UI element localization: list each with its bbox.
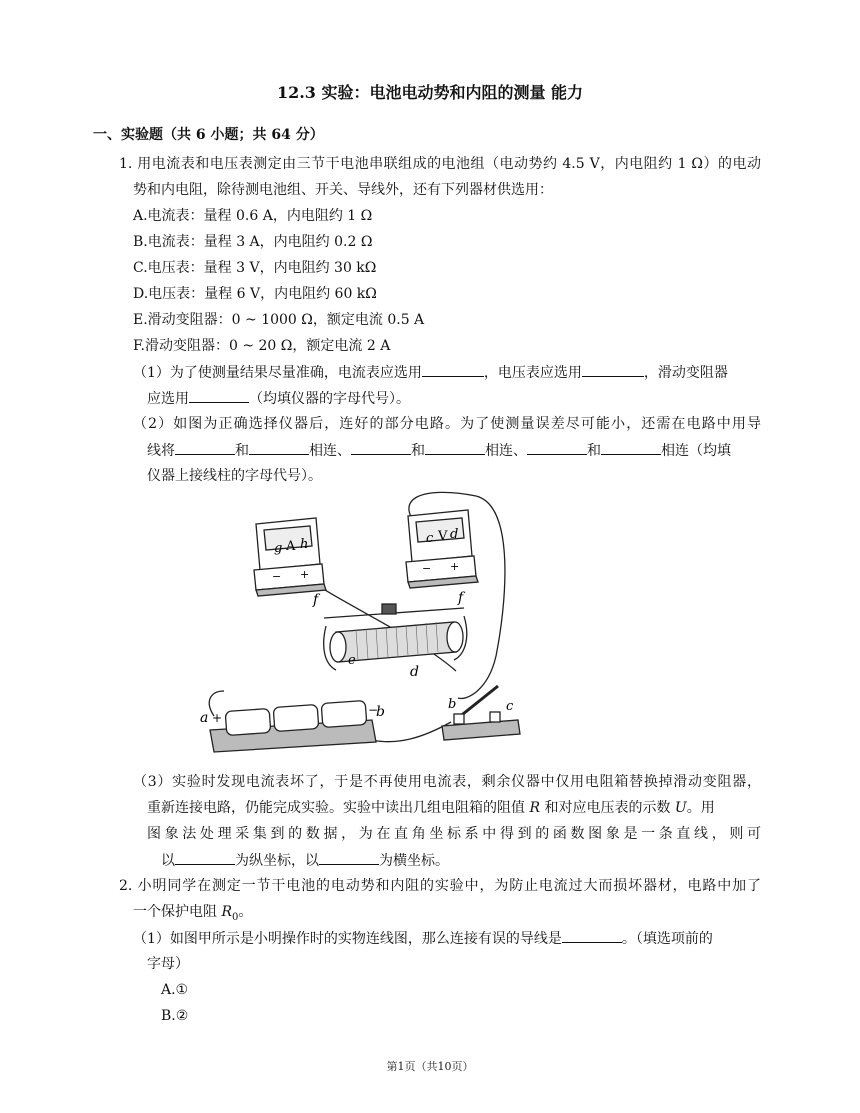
answer-blank-wire3-a[interactable] bbox=[527, 440, 587, 455]
page-footer: 第1页（共10页） bbox=[386, 1060, 474, 1073]
circuit-figure bbox=[196, 486, 536, 756]
q2-stem-line2: 一个保护电阻 $R_0$。 bbox=[133, 904, 253, 923]
answer-blank-voltmeter[interactable] bbox=[582, 362, 644, 377]
terminal-label-c-switch: c bbox=[506, 699, 514, 714]
rheostat bbox=[324, 604, 467, 670]
terminal-label-b-switch: b bbox=[448, 697, 457, 712]
q1-stem-line1: 1. 用电流表和电压表测定由三节干电池串联组成的电池组（电动势约 4.5 V，内电阻约 1 Ω）的电动 bbox=[119, 156, 761, 172]
voltmeter-minus: − bbox=[422, 562, 432, 575]
q1-part1-line2: 应选用 （均填仪器的字母代号）。 bbox=[147, 388, 410, 409]
ammeter-minus: − bbox=[272, 570, 282, 583]
q2-option-a: A.① bbox=[161, 982, 189, 998]
answer-blank-ammeter[interactable] bbox=[422, 362, 484, 377]
q2-option-b: B.② bbox=[161, 1008, 189, 1024]
q1-stem-line2: 势和内电阻，除待测电池组、开关、导线外，还有下列器材供选用： bbox=[133, 182, 553, 198]
battery-plus: + bbox=[212, 711, 223, 725]
q1-part3-line1: （3）实验时发现电流表坏了，于是不再使用电流表，剩余仪器中仅用电阻箱替换掉滑动变阻器， bbox=[133, 774, 761, 790]
q1-part3-line4: 以 为纵坐标，以 为横坐标。 bbox=[161, 850, 449, 871]
terminal-label-a: a bbox=[200, 710, 209, 726]
page-title: 12.3 实验：电池电动势和内阻的测量 能力 bbox=[276, 83, 584, 102]
answer-blank-wire3-b[interactable] bbox=[601, 440, 661, 455]
wire-battery-switch bbox=[364, 722, 451, 742]
q1-part3-line3: 图象法处理采集到的数据，为在直角坐标系中得到的函数图象是一条直线，则可 bbox=[147, 826, 761, 842]
q2-part1-line1: （1）如图甲所示是小明操作时的实物连线图，那么连接有误的导线是 。（填选项前的 bbox=[133, 928, 713, 949]
section-heading: 一、实验题（共 6 小题；共 64 分） bbox=[93, 127, 324, 143]
q1-option-c: C.电压表：量程 3 V，内电阻约 30 kΩ bbox=[133, 260, 377, 276]
answer-blank-wire1-b[interactable] bbox=[249, 440, 309, 455]
q2-part1-line2: 字母） bbox=[147, 956, 189, 972]
answer-blank-x-axis[interactable] bbox=[319, 850, 379, 865]
voltmeter-label: V bbox=[438, 529, 448, 544]
answer-blank-wrong-wire[interactable] bbox=[562, 928, 622, 943]
terminal-label-f-left: f bbox=[313, 592, 319, 608]
q1-option-b: B.电流表：量程 3 A，内电阻约 0.2 Ω bbox=[133, 234, 373, 250]
q1-option-f: F.滑动变阻器：0 ~ 20 Ω，额定电流 2 A bbox=[133, 338, 391, 354]
ammeter-plus: + bbox=[300, 568, 310, 581]
q1-part2-line2: 线将 和 相连、 和 相连、 和 相连（均填 bbox=[147, 440, 731, 461]
ammeter-label: A bbox=[286, 539, 296, 554]
answer-blank-y-axis[interactable] bbox=[175, 850, 235, 865]
answer-blank-rheostat[interactable] bbox=[189, 388, 249, 403]
answer-blank-wire1-a[interactable] bbox=[175, 440, 235, 455]
answer-blank-wire2-a[interactable] bbox=[351, 440, 411, 455]
battery-pack bbox=[210, 700, 379, 752]
q1-part2-line1: （2）如图为正确选择仪器后，连好的部分电路。为了使测量误差尽可能小，还需在电路中用导 bbox=[133, 416, 761, 432]
answer-blank-wire2-b[interactable] bbox=[425, 440, 485, 455]
terminal-label-e: e bbox=[348, 653, 356, 668]
voltmeter bbox=[406, 510, 478, 588]
q1-option-d: D.电压表：量程 6 V，内电阻约 60 kΩ bbox=[133, 286, 377, 302]
terminal-label-b: b bbox=[376, 704, 385, 720]
terminal-label-d: d bbox=[410, 664, 419, 680]
q1-part2-line3: 仪器上接线柱的字母代号）。 bbox=[147, 468, 322, 484]
voltmeter-plus: + bbox=[450, 560, 460, 573]
q2-stem-line1: 2. 小明同学在测定一节干电池的电动势和内阻的实验中，为防止电流过大而损坏器材，电路中加了 bbox=[119, 878, 761, 894]
q1-part1-line1: （1）为了使测量结果尽量准确，电流表应选用 ，电压表应选用 ，滑动变阻器 bbox=[133, 362, 728, 383]
q1-option-a: A.电流表：量程 0.6 A，内电阻约 1 Ω bbox=[133, 208, 373, 224]
terminal-label-d-top: d bbox=[450, 527, 459, 542]
q1-option-e: E.滑动变阻器：0 ~ 1000 Ω，额定电流 0.5 A bbox=[133, 312, 425, 328]
ammeter bbox=[254, 518, 326, 596]
q1-part3-line2: 重新连接电路，仍能完成实验。实验中读出几组电阻箱的阻值 R 和对应电压表的示数 U。用 bbox=[147, 800, 715, 816]
terminal-label-f-right: f bbox=[458, 590, 464, 606]
terminal-label-c-top: c bbox=[426, 531, 434, 546]
terminal-label-g: g bbox=[274, 541, 283, 556]
battery-minus: − bbox=[368, 703, 379, 717]
terminal-label-h: h bbox=[300, 537, 309, 552]
